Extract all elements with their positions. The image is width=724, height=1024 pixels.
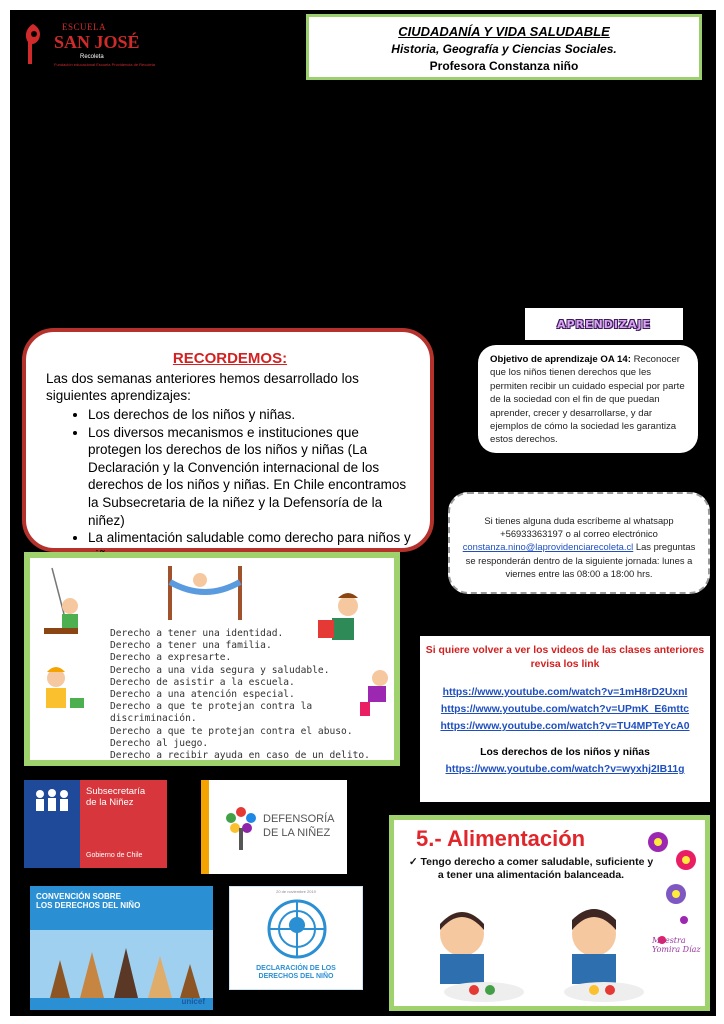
list-item: • Los diversos mecanismos e instituciones que protegen los derechos de los niños y niñas (La Declaración y la Convención internacional de los derechos de los niños y niñas. En Chile encontramos la Subsecretaria de la niñez y la Defensoría de la niñez) <box>88 424 414 530</box>
list-item: Derecho a recibir ayuda en caso de un delito. <box>110 750 370 762</box>
defensoria-accent-bar <box>201 780 209 874</box>
aprendizaje-label: APRENDIZAJE <box>556 317 652 331</box>
declaracion-line-2: DERECHOS DEL NIÑO <box>258 973 334 980</box>
flowers-icon <box>646 830 702 920</box>
alimentacion-number: 5.- <box>416 826 442 851</box>
recordemos-intro: Las dos semanas anteriores hemos desarrollado los siguientes aprendizajes: <box>46 371 359 403</box>
contact-line-1: Si tienes alguna duda escríbeme al whatsapp <box>484 515 674 526</box>
list-item: Derecho a que te protejan contra la <box>110 701 313 713</box>
derechos-list <box>110 628 370 762</box>
school-logo <box>22 20 157 70</box>
list-item: • La alimentación saludable como derecho para niños y <box>88 529 414 564</box>
children-group-icon <box>32 788 72 816</box>
video-link-2[interactable]: https://www.youtube.com/watch?v=UPmK_E6mttc <box>440 704 690 715</box>
videos-title: Si quiere volver a ver los videos de las clases anteriores revisa los link <box>425 645 705 670</box>
declaracion-title <box>230 965 362 981</box>
list-item: discriminación. <box>110 713 197 725</box>
aprendizaje-banner <box>525 308 683 340</box>
list-item: Derecho a tener una identidad. <box>110 628 284 639</box>
teacher-name: Profesora Constanza niño <box>429 59 579 73</box>
list-item: Derecho a una atención especial. <box>110 689 295 701</box>
contact-line-3: Las preguntas se responderán dentro de la siguiente jornada: lunes a viernes entre las 08:00 a 18:00 hrs. <box>465 541 696 579</box>
video-link-derechos[interactable]: https://www.youtube.com/watch?v=wyxhj2IB11g <box>445 764 685 775</box>
list-item: Derecho a una vida segura y saludable. <box>110 664 330 676</box>
list-item: Derecho de asistir a la escuela. <box>110 676 295 688</box>
video-link-1[interactable]: https://www.youtube.com/watch?v=1mH8rD2UxnI <box>442 687 688 698</box>
convencion-line-2: LOS DERECHOS DEL NIÑO <box>36 901 141 910</box>
declaracion-date: 20 de noviembre 2019 <box>276 889 316 894</box>
defensoria-logo <box>201 780 347 874</box>
logo-location: Recoleta <box>80 54 104 60</box>
objective-box <box>478 345 698 453</box>
unicef-logo: unicef <box>181 997 205 1006</box>
recordemos-box <box>22 328 434 552</box>
defensoria-line-2: DE LA NIÑEZ <box>263 827 331 839</box>
declaracion-line-1: DECLARACIÓN DE LOS <box>256 965 336 972</box>
derechos-illustration <box>24 552 400 766</box>
defensoria-line-1: DEFENSORÍA <box>263 813 335 825</box>
videos-subtitle: Los derechos de los niños y niñas <box>480 747 650 758</box>
contact-box <box>448 492 710 594</box>
convencion-line-1: CONVENCIÓN SOBRE <box>36 892 121 901</box>
defensoria-tree-icon <box>223 802 259 852</box>
raised-hands-illustration <box>30 930 213 998</box>
logo-school-name: SAN JOSÉ <box>54 32 140 52</box>
school-crest-icon <box>22 22 44 66</box>
subsecretaria-footer: Gobierno de Chile <box>86 852 143 859</box>
videos-box <box>420 636 710 802</box>
unicef-emblem-icon <box>267 899 327 959</box>
alimentacion-title <box>416 826 585 852</box>
defensoria-name <box>263 812 335 840</box>
page-title: CIUDADANÍA Y VIDA SALUDABLE <box>398 24 610 39</box>
subsecretaria-line-1: Subsecretaría <box>86 786 146 797</box>
subsecretaria-line-2: de la Niñez <box>86 797 134 808</box>
objective-text: Reconocer que los niños tienen derechos que les permiten recibir un cuidado especial por parte de la sociedad con el fin de que puedan aprender, crecer y desarrollarse, y dar ejemplos de cómo la sociedad les garantiza estos derechos. <box>490 354 685 446</box>
subsecretaria-logo <box>24 780 167 868</box>
recordemos-list <box>46 406 414 564</box>
convencion-logo <box>30 886 213 1010</box>
subject-subtitle: Historia, Geografía y Ciencias Sociales. <box>391 42 617 56</box>
objective-label: Objetivo de aprendizaje OA 14: <box>490 354 631 365</box>
recordemos-title: RECORDEMOS: <box>172 350 288 367</box>
contact-email-link[interactable]: constanza.nino@laprovidenciarecoleta.cl <box>462 541 634 553</box>
alimentacion-word: Alimentación <box>446 826 586 851</box>
logo-foundation: Fundación educacional Escuela Providencia de Recoleta <box>54 62 155 67</box>
alimentacion-illustration <box>389 815 710 1011</box>
list-item: Derecho a que te protejan contra el abuso. <box>110 725 353 737</box>
video-link-3[interactable]: https://www.youtube.com/watch?v=TU4MPTeYcA0 <box>440 721 690 732</box>
alimentacion-signature: Maestra Yomira Díaz <box>652 936 701 954</box>
header-box <box>306 14 702 80</box>
list-item: Derecho a expresarte. <box>110 652 232 664</box>
logo-line-escuela: ESCUELA <box>62 22 106 32</box>
contact-line-2: +56933363197 o al correo electrónico <box>500 528 658 540</box>
alimentacion-text: ✓ Tengo derecho a comer saludable, suficiente y a tener una alimentación balanceada. <box>408 856 654 881</box>
declaracion-logo <box>229 886 363 990</box>
list-item: Derecho al juego. <box>110 737 209 749</box>
list-item: • Los derechos de los niños y niñas. <box>88 406 414 424</box>
subsecretaria-name <box>86 786 145 808</box>
convencion-title <box>36 892 140 910</box>
list-item: Derecho a tener una familia. <box>110 640 272 652</box>
